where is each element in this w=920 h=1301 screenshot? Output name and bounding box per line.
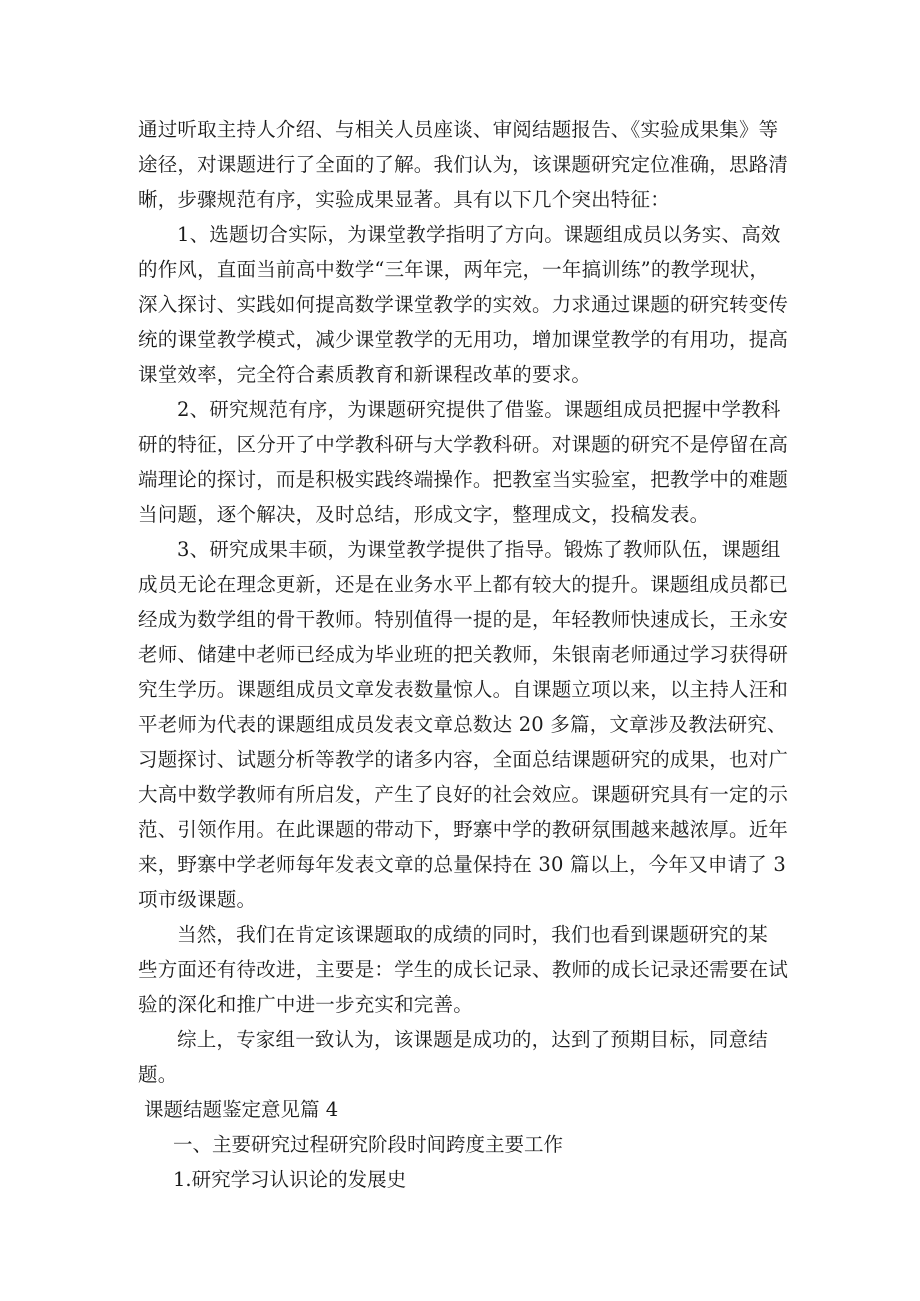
document-page <box>138 112 798 1197</box>
text-line: 3、研究成果丰硕，为课堂教学提供了指导。锻炼了教师队伍，课题组 <box>177 538 781 561</box>
text-line: 成员无论在理念更新，还是在业务水平上都有较大的提升。课题组成员都已 <box>138 573 789 596</box>
text-line: 老师、储建中老师已经成为毕业班的把关教师，朱银南老师通过学习获得研 <box>138 643 789 666</box>
paragraph <box>138 917 798 1022</box>
text-line: 题。 <box>138 1063 178 1086</box>
section-heading: 课题结题鉴定意见篇 4 <box>144 1098 339 1121</box>
text-line: 研的特征，区分开了中学教科研与大学教科研。对课题的研究不是停留在高 <box>138 433 789 456</box>
text-line: 1、选题切合实际，为课堂教学指明了方向。课题组成员以务实、高效 <box>177 223 781 246</box>
text-line: 经成为数学组的骨干教师。特别值得一提的是，年轻教师快速成长，王永安 <box>138 608 789 631</box>
text-line: 2、研究规范有序，为课题研究提供了借鉴。课题组成员把握中学教科 <box>177 398 781 421</box>
paragraph <box>138 1022 798 1092</box>
text-line: 些方面还有待改进，主要是：学生的成长记录、教师的成长记录还需要在试 <box>138 958 789 981</box>
text-line: 当然，我们在肯定该课题取的成绩的同时，我们也看到课题研究的某 <box>177 923 769 946</box>
text-line: 当问题，逐个解决，及时总结，形成文字，整理成文，投稿发表。 <box>138 503 710 526</box>
subsection-title: 一、主要研究过程研究阶段时间跨度主要工作 <box>173 1133 564 1156</box>
text-line: 范、引领作用。在此课题的带动下，野寨中学的教研氛围越来越浓厚。近年 <box>138 818 789 841</box>
text-line: 来，野寨中学老师每年发表文章的总量保持在 30 篇以上，今年又申请了 3 <box>138 853 787 876</box>
paragraph <box>138 532 798 917</box>
body-paragraphs <box>138 112 798 1092</box>
text-line: 习题探讨、试题分析等教学的诸多内容，全面总结课题研究的成果，也对广 <box>138 748 789 771</box>
text-line: 验的深化和推广中进一步充实和完善。 <box>138 993 473 1016</box>
text-line: 综上，专家组一致认为，该课题是成功的，达到了预期目标，同意结 <box>177 1028 769 1051</box>
text-line: 统的课堂教学模式，减少课堂教学的无用功，增加课堂教学的有用功，提高 <box>138 328 789 351</box>
text-line: 通过听取主持人介绍、与相关人员座谈、审阅结题报告、《实验成果集》等 <box>138 118 779 141</box>
text-line: 的作风，直面当前高中数学“三年课，两年完，一年搞训练”的教学现状， <box>138 258 770 281</box>
item-title: 1.研究学习认识论的发展史 <box>173 1168 407 1191</box>
text-line: 究生学历。课题组成员文章发表数量惊人。自课题立项以来，以主持人汪和 <box>138 678 789 701</box>
paragraph <box>138 112 798 217</box>
paragraph <box>138 392 798 532</box>
text-line: 端理论的探讨，而是积极实践终端操作。把教室当实验室，把教学中的难题 <box>138 468 789 491</box>
text-line: 课堂效率，完全符合素质教育和新课程改革的要求。 <box>138 363 592 386</box>
text-line: 途径，对课题进行了全面的了解。我们认为，该课题研究定位准确，思路清 <box>138 153 789 176</box>
paragraph <box>138 217 798 392</box>
text-line: 平老师为代表的课题组成员发表文章总数达 20 多篇，文章涉及教法研究、 <box>138 713 787 736</box>
text-line: 大高中数学教师有所启发，产生了良好的社会效应。课题研究具有一定的示 <box>138 783 789 806</box>
text-line: 项市级课题。 <box>138 888 257 911</box>
text-line: 晰，步骤规范有序，实验成果显著。具有以下几个突出特征： <box>138 188 670 211</box>
text-line: 深入探讨、实践如何提高数学课堂教学的实效。力求通过课题的研究转变传 <box>138 293 789 316</box>
